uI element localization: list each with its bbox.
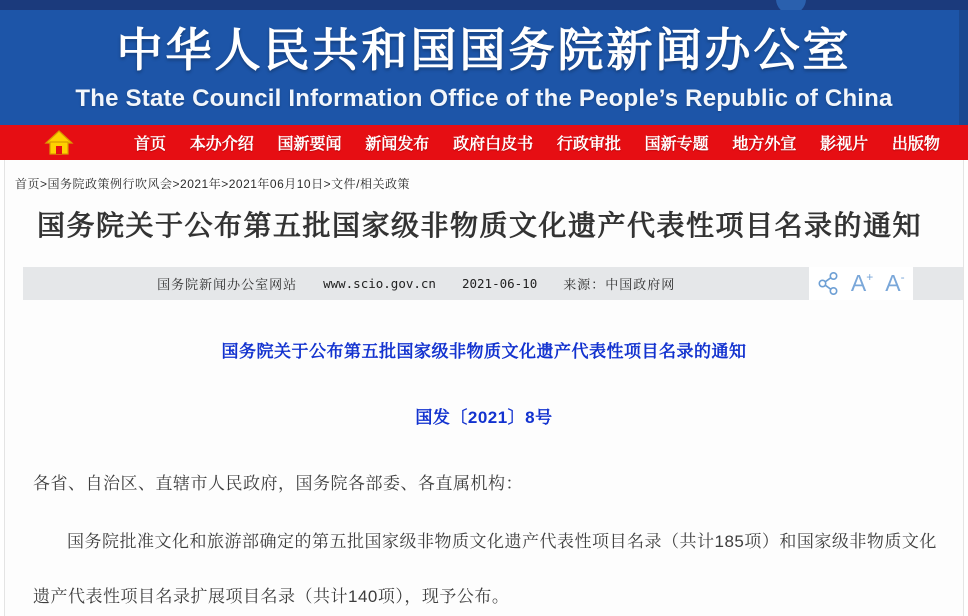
nav-item-white-papers[interactable]: 政府白皮书 <box>453 136 534 153</box>
document-number: 国发〔2021〕8号 <box>415 408 553 428</box>
share-icon[interactable] <box>818 271 839 296</box>
font-decrease-sign: - <box>900 269 905 284</box>
masthead <box>0 10 968 125</box>
home-button[interactable] <box>42 129 76 156</box>
article-body <box>5 337 963 616</box>
article-meta-row <box>23 267 963 300</box>
content-area <box>4 160 964 616</box>
site-name-label: 国务院新闻办公室网站 <box>157 277 298 293</box>
meta-bar-tail <box>913 267 963 300</box>
nav-item-about[interactable]: 本办介绍 <box>189 136 254 153</box>
font-increase-sign: + <box>866 269 874 284</box>
source-label: 来源：中国政府网 <box>563 277 676 293</box>
article-title: 国务院关于公布第五批国家级非物质文化遗产代表性项目名录的通知 <box>221 342 747 362</box>
top-strip <box>0 0 968 10</box>
nav-item-home[interactable]: 首页 <box>134 136 167 153</box>
nav-item-films[interactable]: 影视片 <box>820 136 869 153</box>
site-url: www.scio.gov.cn <box>323 276 436 292</box>
nav-item-press-releases[interactable]: 新闻发布 <box>365 136 430 153</box>
article-paragraph: 国务院批准文化和旅游部确定的第五批国家级非物质文化遗产代表性项目名录（共计185项）和国家级非物质文化遗产代表性项目名录扩展项目名录（共计140项），现予公布。 <box>33 532 937 606</box>
font-decrease-icon[interactable] <box>885 269 905 297</box>
breadcrumb[interactable]: 首页>国务院政策例行吹风会>2021年>2021年06月10日>文件/相关政策 <box>15 177 410 191</box>
nav-item-administrative-approval[interactable]: 行政审批 <box>556 136 621 153</box>
publish-date: 2021-06-10 <box>461 276 538 292</box>
circle-decoration <box>776 0 806 10</box>
site-title-english: The State Council Information Office of the People’s Republic of China <box>75 84 893 112</box>
nav-item-publications[interactable]: 出版物 <box>891 136 940 153</box>
article-tools <box>809 267 913 300</box>
font-increase-letter: A <box>850 270 867 297</box>
article-meta-bar <box>23 267 809 300</box>
nav-item-special-topics[interactable]: 国新专题 <box>644 136 709 153</box>
nav-items <box>134 131 940 154</box>
site-title-chinese: 中华人民共和国国务院新闻办公室 <box>116 24 852 76</box>
home-icon <box>42 129 76 156</box>
article-salutation: 各省、自治区、直辖市人民政府，国务院各部委、各直属机构： <box>33 474 523 494</box>
main-navigation <box>0 125 968 160</box>
font-decrease-letter: A <box>885 270 901 297</box>
page-title: 国务院关于公布第五批国家级非物质文化遗产代表性项目名录的通知 <box>37 210 923 241</box>
masthead-right-strip <box>959 10 968 125</box>
nav-item-scio-news[interactable]: 国新要闻 <box>277 136 342 153</box>
nav-item-local-publicity[interactable]: 地方外宣 <box>732 136 797 153</box>
font-increase-icon[interactable] <box>850 269 874 297</box>
